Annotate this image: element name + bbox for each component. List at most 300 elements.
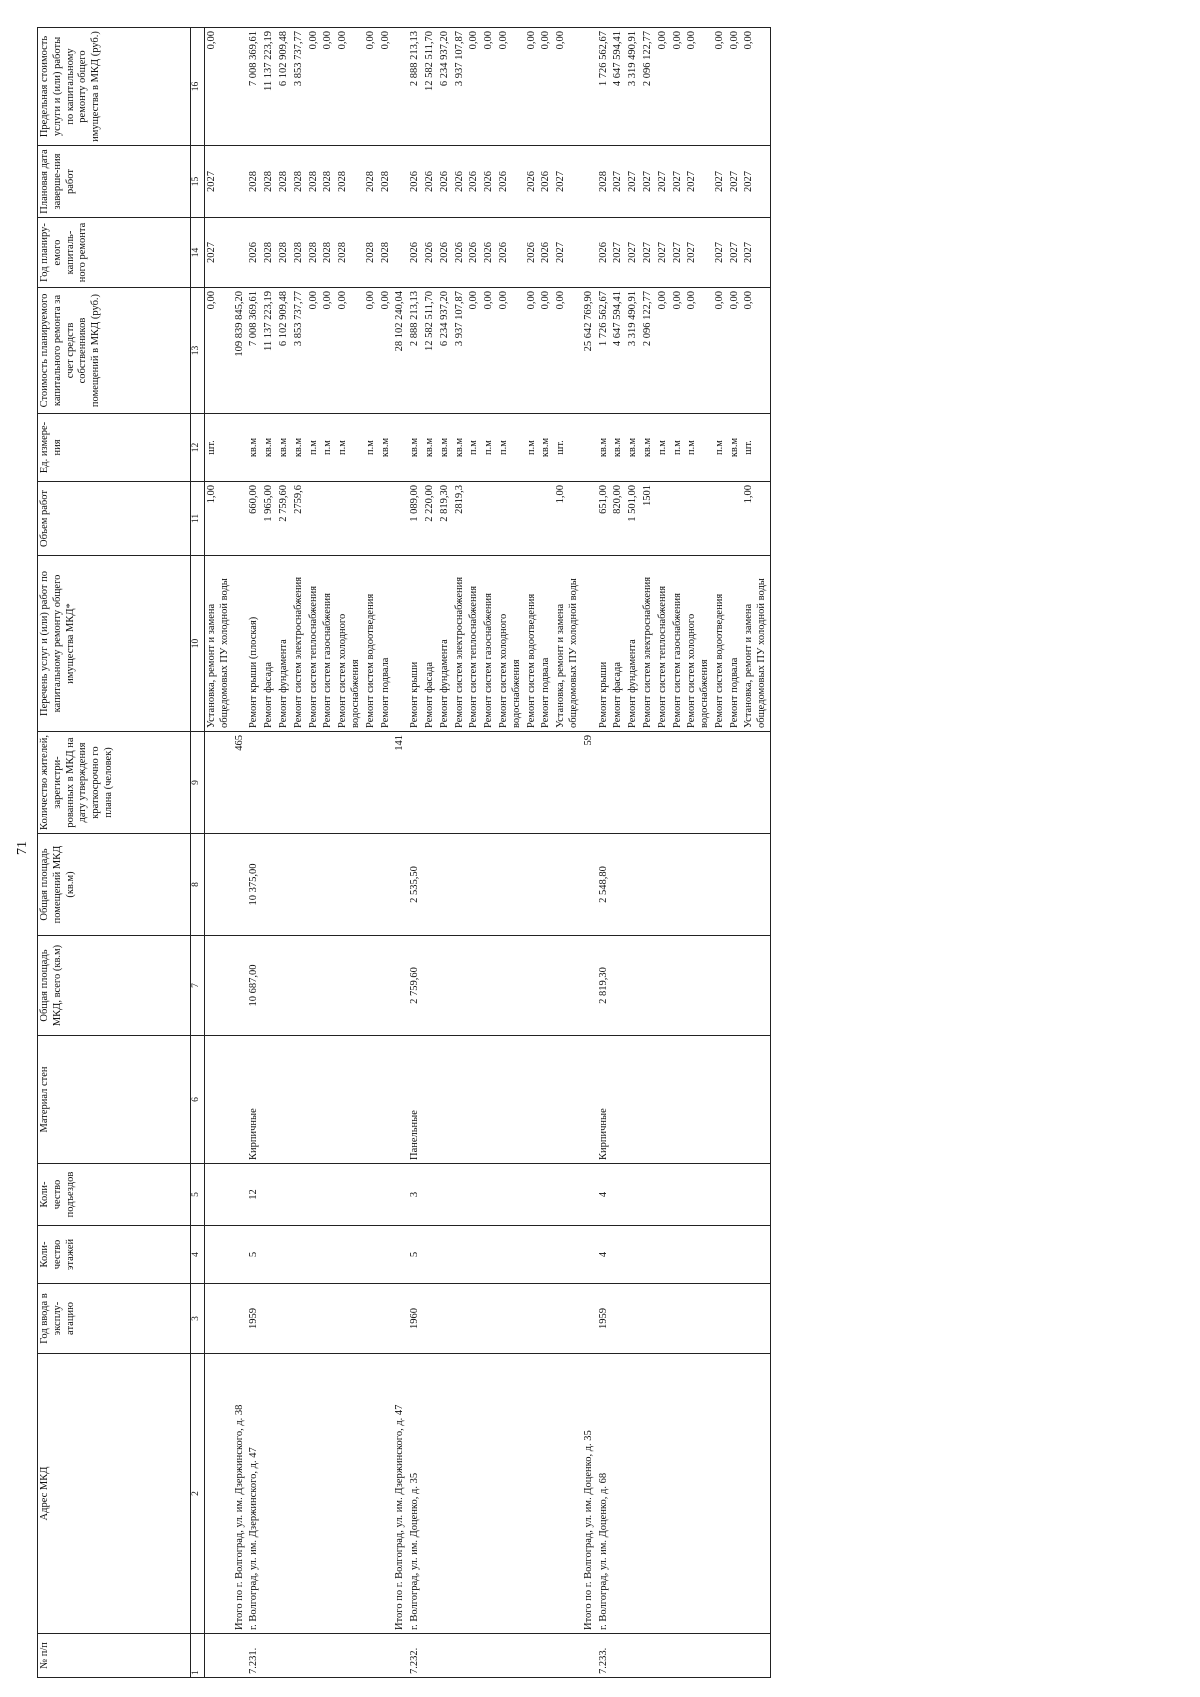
work-volume: 2 220,00 — [423, 482, 438, 556]
col-header: Объем работ — [38, 482, 191, 556]
work-name: Ремонт систем электроснабжения — [292, 556, 307, 732]
floors: 5 — [247, 1226, 262, 1284]
work-year: 2026 — [408, 218, 423, 288]
work-end: 2027 — [656, 146, 671, 218]
work-unit: кв.м — [539, 414, 554, 482]
work-unit: п.м — [685, 414, 713, 482]
work-end: 2027 — [611, 146, 626, 218]
work-name: Ремонт фасада — [262, 556, 277, 732]
entrances: 3 — [408, 1164, 423, 1226]
work-cost: 0,00 — [467, 288, 482, 414]
work-end: 2026 — [453, 146, 468, 218]
work-cost: 0,00 — [742, 288, 770, 414]
work-unit: п.м — [364, 414, 379, 482]
table-row — [467, 28, 482, 1678]
building-address: г. Волгоград, ул. им. Дзержинского, д. 47 — [247, 1354, 262, 1634]
work-name: Ремонт фундамента — [277, 556, 292, 732]
row-number: 7.231. — [247, 1634, 262, 1678]
work-unit: кв.м — [611, 414, 626, 482]
work-year: 2027 — [554, 218, 582, 288]
col-header: Количество жителей, зарегистри-рованных в МКД на дату утверждения краткосрочно го плана (человек) — [38, 732, 191, 834]
work-limit: 0,00 — [482, 28, 497, 146]
work-year: 2027 — [713, 218, 728, 288]
work-cost: 4 647 594,41 — [611, 288, 626, 414]
work-limit: 0,00 — [364, 28, 379, 146]
work-end: 2026 — [539, 146, 554, 218]
work-unit: п.м — [671, 414, 686, 482]
work-limit: 0,00 — [539, 28, 554, 146]
table-row — [742, 28, 770, 1678]
work-cost: 0,00 — [728, 288, 743, 414]
work-end: 2028 — [336, 146, 364, 218]
table-row — [307, 28, 322, 1678]
work-cost: 0,00 — [497, 288, 525, 414]
table-row — [482, 28, 497, 1678]
work-limit: 0,00 — [307, 28, 322, 146]
work-unit: кв.м — [728, 414, 743, 482]
total-cost: 25 642 769,90 — [582, 288, 597, 414]
work-volume — [525, 482, 540, 556]
work-limit: 2 888 213,13 — [408, 28, 423, 146]
work-end: 2027 — [713, 146, 728, 218]
work-cost: 0,00 — [671, 288, 686, 414]
total-row — [393, 28, 408, 1678]
work-unit: кв.м — [247, 414, 262, 482]
work-unit: кв.м — [292, 414, 307, 482]
area-total: 2 819,30 — [597, 936, 612, 1036]
col-header: Стоимость планируемого капитального ремонта за счет средств собственников помещений в МКД (руб.) — [38, 288, 191, 414]
page-number: 71 — [15, 841, 30, 855]
wall-material: Панельные — [408, 1036, 423, 1164]
work-cost: 0,00 — [205, 288, 233, 414]
total-residents: 465 — [233, 732, 248, 834]
total-cost: 109 839 845,20 — [233, 288, 248, 414]
work-volume: 1 089,00 — [408, 482, 423, 556]
work-name: Ремонт систем газоснабжения — [482, 556, 497, 732]
col-number: 5 — [191, 1164, 205, 1226]
work-end: 2027 — [671, 146, 686, 218]
work-limit: 0,00 — [742, 28, 770, 146]
col-number: 14 — [191, 218, 205, 288]
work-limit: 2 096 122,77 — [641, 28, 656, 146]
work-year: 2026 — [453, 218, 468, 288]
work-end: 2027 — [554, 146, 582, 218]
work-name: Ремонт систем водоотведения — [713, 556, 728, 732]
floors: 4 — [597, 1226, 612, 1284]
work-year: 2027 — [656, 218, 671, 288]
work-limit: 1 726 562,67 — [597, 28, 612, 146]
work-year: 2026 — [497, 218, 525, 288]
work-end: 2027 — [626, 146, 641, 218]
work-name: Ремонт подвала — [728, 556, 743, 732]
work-end: 2027 — [205, 146, 233, 218]
work-unit: шт. — [205, 414, 233, 482]
work-limit: 0,00 — [671, 28, 686, 146]
col-header: Перечень услуг и (или) работ по капитальному ремонту общего имущества МКД* — [38, 556, 191, 732]
work-year: 2028 — [292, 218, 307, 288]
work-unit: кв.м — [597, 414, 612, 482]
col-header: Общая площадь помещений МКД (кв.м) — [38, 834, 191, 936]
col-number: 12 — [191, 414, 205, 482]
work-unit: кв.м — [626, 414, 641, 482]
work-unit: кв.м — [262, 414, 277, 482]
work-end: 2028 — [247, 146, 262, 218]
work-name: Ремонт систем холодного водоснабжения — [685, 556, 713, 732]
repair-plan-table — [37, 27, 771, 1678]
table-row — [321, 28, 336, 1678]
work-limit: 12 582 511,70 — [423, 28, 438, 146]
column-number-row — [191, 28, 205, 1678]
work-name: Установка, ремонт и замена общедомовых ПУ холодной воды — [554, 556, 582, 732]
work-name: Ремонт систем водоотведения — [364, 556, 379, 732]
work-limit: 0,00 — [467, 28, 482, 146]
table-row — [438, 28, 453, 1678]
col-header: Предельная стоимость услуги и (или) работы по капитальному ремонту общего имущества в МКД (руб.) — [38, 28, 191, 146]
work-volume: 2 819,30 — [438, 482, 453, 556]
work-year: 2027 — [742, 218, 770, 288]
work-end: 2028 — [321, 146, 336, 218]
work-unit: кв.м — [641, 414, 656, 482]
col-header: № п/п — [38, 1634, 191, 1678]
work-year: 2027 — [641, 218, 656, 288]
work-unit: п.м — [467, 414, 482, 482]
work-end: 2028 — [262, 146, 277, 218]
total-cost: 28 102 240,04 — [393, 288, 408, 414]
work-unit: п.м — [321, 414, 336, 482]
table-row — [379, 28, 394, 1678]
work-end: 2027 — [641, 146, 656, 218]
col-number: 8 — [191, 834, 205, 936]
col-header: Год ввода в эксплу-атацию — [38, 1284, 191, 1354]
work-name: Ремонт подвала — [539, 556, 554, 732]
table-row — [611, 28, 626, 1678]
work-end: 2028 — [292, 146, 307, 218]
work-name: Ремонт систем газоснабжения — [321, 556, 336, 732]
work-volume: 820,00 — [611, 482, 626, 556]
work-limit: 0,00 — [497, 28, 525, 146]
table-row — [205, 28, 233, 1678]
work-year: 2027 — [205, 218, 233, 288]
work-limit: 0,00 — [656, 28, 671, 146]
work-end: 2026 — [423, 146, 438, 218]
work-limit: 0,00 — [685, 28, 713, 146]
work-cost: 6 234 937,20 — [438, 288, 453, 414]
work-volume — [685, 482, 713, 556]
work-end: 2028 — [307, 146, 322, 218]
work-end: 2026 — [482, 146, 497, 218]
row-number: 7.233. — [597, 1634, 612, 1678]
col-header: Коли-чество этажей — [38, 1226, 191, 1284]
work-cost: 0,00 — [713, 288, 728, 414]
total-label: Итого по г. Волгоград, ул. им. Доценко, д. 35 — [582, 1354, 597, 1634]
table-row — [728, 28, 743, 1678]
work-cost: 3 319 490,91 — [626, 288, 641, 414]
work-name: Установка, ремонт и замена общедомовых ПУ холодной воды — [205, 556, 233, 732]
total-label: Итого по г. Волгоград, ул. им. Дзержинского, д. 38 — [233, 1354, 248, 1634]
work-volume: 1 501,00 — [626, 482, 641, 556]
work-unit: п.м — [307, 414, 322, 482]
work-limit: 3 937 107,87 — [453, 28, 468, 146]
work-unit: п.м — [482, 414, 497, 482]
work-year: 2027 — [626, 218, 641, 288]
work-limit: 0,00 — [728, 28, 743, 146]
col-number: 3 — [191, 1284, 205, 1354]
work-year: 2026 — [467, 218, 482, 288]
col-number: 13 — [191, 288, 205, 414]
work-cost: 0,00 — [307, 288, 322, 414]
header-row — [38, 28, 191, 1678]
table-row — [262, 28, 277, 1678]
work-unit: кв.м — [423, 414, 438, 482]
work-unit: кв.м — [453, 414, 468, 482]
col-number: 2 — [191, 1354, 205, 1634]
col-number: 9 — [191, 732, 205, 834]
work-unit: шт. — [554, 414, 582, 482]
work-volume: 660,00 — [247, 482, 262, 556]
work-cost: 12 582 511,70 — [423, 288, 438, 414]
work-year: 2026 — [482, 218, 497, 288]
work-limit: 0,00 — [379, 28, 394, 146]
work-name: Ремонт систем холодного водоснабжения — [336, 556, 364, 732]
work-limit: 6 234 937,20 — [438, 28, 453, 146]
work-cost: 0,00 — [554, 288, 582, 414]
work-volume: 1,00 — [554, 482, 582, 556]
work-cost: 0,00 — [685, 288, 713, 414]
work-year: 2027 — [685, 218, 713, 288]
table-row — [247, 28, 262, 1678]
area-rooms: 2 535,50 — [408, 834, 423, 936]
work-year: 2026 — [438, 218, 453, 288]
col-number: 11 — [191, 482, 205, 556]
work-volume: 1 965,00 — [262, 482, 277, 556]
col-header: Ед. измере-ния — [38, 414, 191, 482]
work-cost: 0,00 — [539, 288, 554, 414]
row-number: 7.232. — [408, 1634, 423, 1678]
table-row — [423, 28, 438, 1678]
work-volume — [713, 482, 728, 556]
total-residents: 59 — [582, 732, 597, 834]
work-limit: 0,00 — [713, 28, 728, 146]
col-number: 16 — [191, 28, 205, 146]
total-row — [582, 28, 597, 1678]
work-year: 2028 — [379, 218, 394, 288]
year-built: 1959 — [597, 1284, 612, 1354]
rotated-sheet — [9, 8, 1189, 1688]
work-limit: 6 102 909,48 — [277, 28, 292, 146]
work-limit: 0,00 — [525, 28, 540, 146]
work-volume: 651,00 — [597, 482, 612, 556]
work-end: 2027 — [742, 146, 770, 218]
work-name: Ремонт фасада — [423, 556, 438, 732]
work-volume — [307, 482, 322, 556]
work-volume — [379, 482, 394, 556]
wall-material: Кирпичные — [247, 1036, 262, 1164]
work-volume: 1501 — [641, 482, 656, 556]
work-year: 2028 — [364, 218, 379, 288]
col-header: Плановая дата заверше-ния работ — [38, 146, 191, 218]
work-cost: 1 726 562,67 — [597, 288, 612, 414]
col-header: Год планиру-емого капиталь-ного ремонта — [38, 218, 191, 288]
work-cost: 2 888 213,13 — [408, 288, 423, 414]
work-end: 2028 — [597, 146, 612, 218]
work-name: Ремонт систем электроснабжения — [641, 556, 656, 732]
work-cost: 0,00 — [482, 288, 497, 414]
work-volume — [656, 482, 671, 556]
work-unit: кв.м — [438, 414, 453, 482]
work-cost: 0,00 — [364, 288, 379, 414]
work-limit: 7 008 369,61 — [247, 28, 262, 146]
work-limit: 0,00 — [321, 28, 336, 146]
work-name: Ремонт фундамента — [626, 556, 641, 732]
work-name: Ремонт крыши — [408, 556, 423, 732]
work-cost: 2 096 122,77 — [641, 288, 656, 414]
wall-material: Кирпичные — [597, 1036, 612, 1164]
area-total: 10 687,00 — [247, 936, 262, 1036]
work-limit: 0,00 — [205, 28, 233, 146]
work-year: 2028 — [336, 218, 364, 288]
table-row — [554, 28, 582, 1678]
work-name: Ремонт систем теплоснабжения — [307, 556, 322, 732]
work-cost: 0,00 — [379, 288, 394, 414]
work-volume: 1,00 — [742, 482, 770, 556]
col-header: Общая площадь МКД, всего (кв.м) — [38, 936, 191, 1036]
work-limit: 0,00 — [336, 28, 364, 146]
work-cost: 11 137 223,19 — [262, 288, 277, 414]
entrances: 12 — [247, 1164, 262, 1226]
work-volume — [671, 482, 686, 556]
work-end: 2028 — [379, 146, 394, 218]
work-year: 2027 — [611, 218, 626, 288]
work-name: Установка, ремонт и замена общедомовых ПУ холодной воды — [742, 556, 770, 732]
work-unit: п.м — [525, 414, 540, 482]
table-row — [336, 28, 364, 1678]
table-row — [277, 28, 292, 1678]
work-limit: 3 853 737,77 — [292, 28, 307, 146]
total-row — [233, 28, 248, 1678]
floors: 5 — [408, 1226, 423, 1284]
work-year: 2026 — [539, 218, 554, 288]
work-volume — [364, 482, 379, 556]
area-rooms: 10 375,00 — [247, 834, 262, 936]
work-volume — [336, 482, 364, 556]
col-header: Материал стен — [38, 1036, 191, 1164]
work-name: Ремонт фундамента — [438, 556, 453, 732]
table-row — [525, 28, 540, 1678]
work-volume — [467, 482, 482, 556]
work-year: 2028 — [321, 218, 336, 288]
table-row — [713, 28, 728, 1678]
work-year: 2027 — [671, 218, 686, 288]
work-volume — [497, 482, 525, 556]
work-year: 2026 — [247, 218, 262, 288]
work-year: 2027 — [728, 218, 743, 288]
work-unit: кв.м — [379, 414, 394, 482]
work-year: 2028 — [277, 218, 292, 288]
work-year: 2026 — [423, 218, 438, 288]
table-row — [671, 28, 686, 1678]
work-end: 2027 — [728, 146, 743, 218]
total-residents: 141 — [393, 732, 408, 834]
work-end: 2028 — [277, 146, 292, 218]
col-number: 15 — [191, 146, 205, 218]
entrances: 4 — [597, 1164, 612, 1226]
table-row — [597, 28, 612, 1678]
work-cost: 0,00 — [321, 288, 336, 414]
work-name: Ремонт систем теплоснабжения — [656, 556, 671, 732]
col-header: Коли-чество подъездов — [38, 1164, 191, 1226]
work-name: Ремонт систем холодного водоснабжения — [497, 556, 525, 732]
building-address: г. Волгоград, ул. им. Доценко, д. 35 — [408, 1354, 423, 1634]
work-limit: 3 319 490,91 — [626, 28, 641, 146]
work-unit: шт. — [742, 414, 770, 482]
work-name: Ремонт крыши — [597, 556, 612, 732]
area-total: 2 759,60 — [408, 936, 423, 1036]
table-row — [539, 28, 554, 1678]
work-unit: кв.м — [277, 414, 292, 482]
work-unit: п.м — [656, 414, 671, 482]
work-year: 2028 — [307, 218, 322, 288]
work-end: 2026 — [467, 146, 482, 218]
table-row — [656, 28, 671, 1678]
work-unit: п.м — [497, 414, 525, 482]
work-limit: 4 647 594,41 — [611, 28, 626, 146]
work-unit: п.м — [713, 414, 728, 482]
work-end: 2026 — [525, 146, 540, 218]
work-name: Ремонт систем газоснабжения — [671, 556, 686, 732]
table-row — [364, 28, 379, 1678]
work-volume: 2759,6 — [292, 482, 307, 556]
col-number: 7 — [191, 936, 205, 1036]
year-built: 1959 — [247, 1284, 262, 1354]
work-end: 2027 — [685, 146, 713, 218]
table-row — [497, 28, 525, 1678]
work-year: 2028 — [262, 218, 277, 288]
work-volume — [539, 482, 554, 556]
total-label: Итого по г. Волгоград, ул. им. Дзержинского, д. 47 — [393, 1354, 408, 1634]
work-cost: 0,00 — [336, 288, 364, 414]
work-name: Ремонт крыши (плоская) — [247, 556, 262, 732]
work-cost: 0,00 — [656, 288, 671, 414]
col-number: 1 — [191, 1634, 205, 1678]
work-year: 2026 — [525, 218, 540, 288]
year-built: 1960 — [408, 1284, 423, 1354]
table-row — [292, 28, 307, 1678]
work-end: 2026 — [408, 146, 423, 218]
area-rooms: 2 548,80 — [597, 834, 612, 936]
work-name: Ремонт фасада — [611, 556, 626, 732]
table-row — [641, 28, 656, 1678]
work-end: 2026 — [438, 146, 453, 218]
work-cost: 6 102 909,48 — [277, 288, 292, 414]
work-end: 2026 — [497, 146, 525, 218]
table-row — [453, 28, 468, 1678]
col-number: 4 — [191, 1226, 205, 1284]
work-unit: п.м — [336, 414, 364, 482]
work-name: Ремонт подвала — [379, 556, 394, 732]
col-number: 6 — [191, 1036, 205, 1164]
table-row — [685, 28, 713, 1678]
work-name: Ремонт систем электроснабжения — [453, 556, 468, 732]
col-number: 10 — [191, 556, 205, 732]
work-end: 2028 — [364, 146, 379, 218]
work-limit: 11 137 223,19 — [262, 28, 277, 146]
work-volume — [321, 482, 336, 556]
table-row — [408, 28, 423, 1678]
work-cost: 0,00 — [525, 288, 540, 414]
work-year: 2026 — [597, 218, 612, 288]
building-address: г. Волгоград, ул. им. Доценко, д. 68 — [597, 1354, 612, 1634]
work-volume: 2 759,60 — [277, 482, 292, 556]
